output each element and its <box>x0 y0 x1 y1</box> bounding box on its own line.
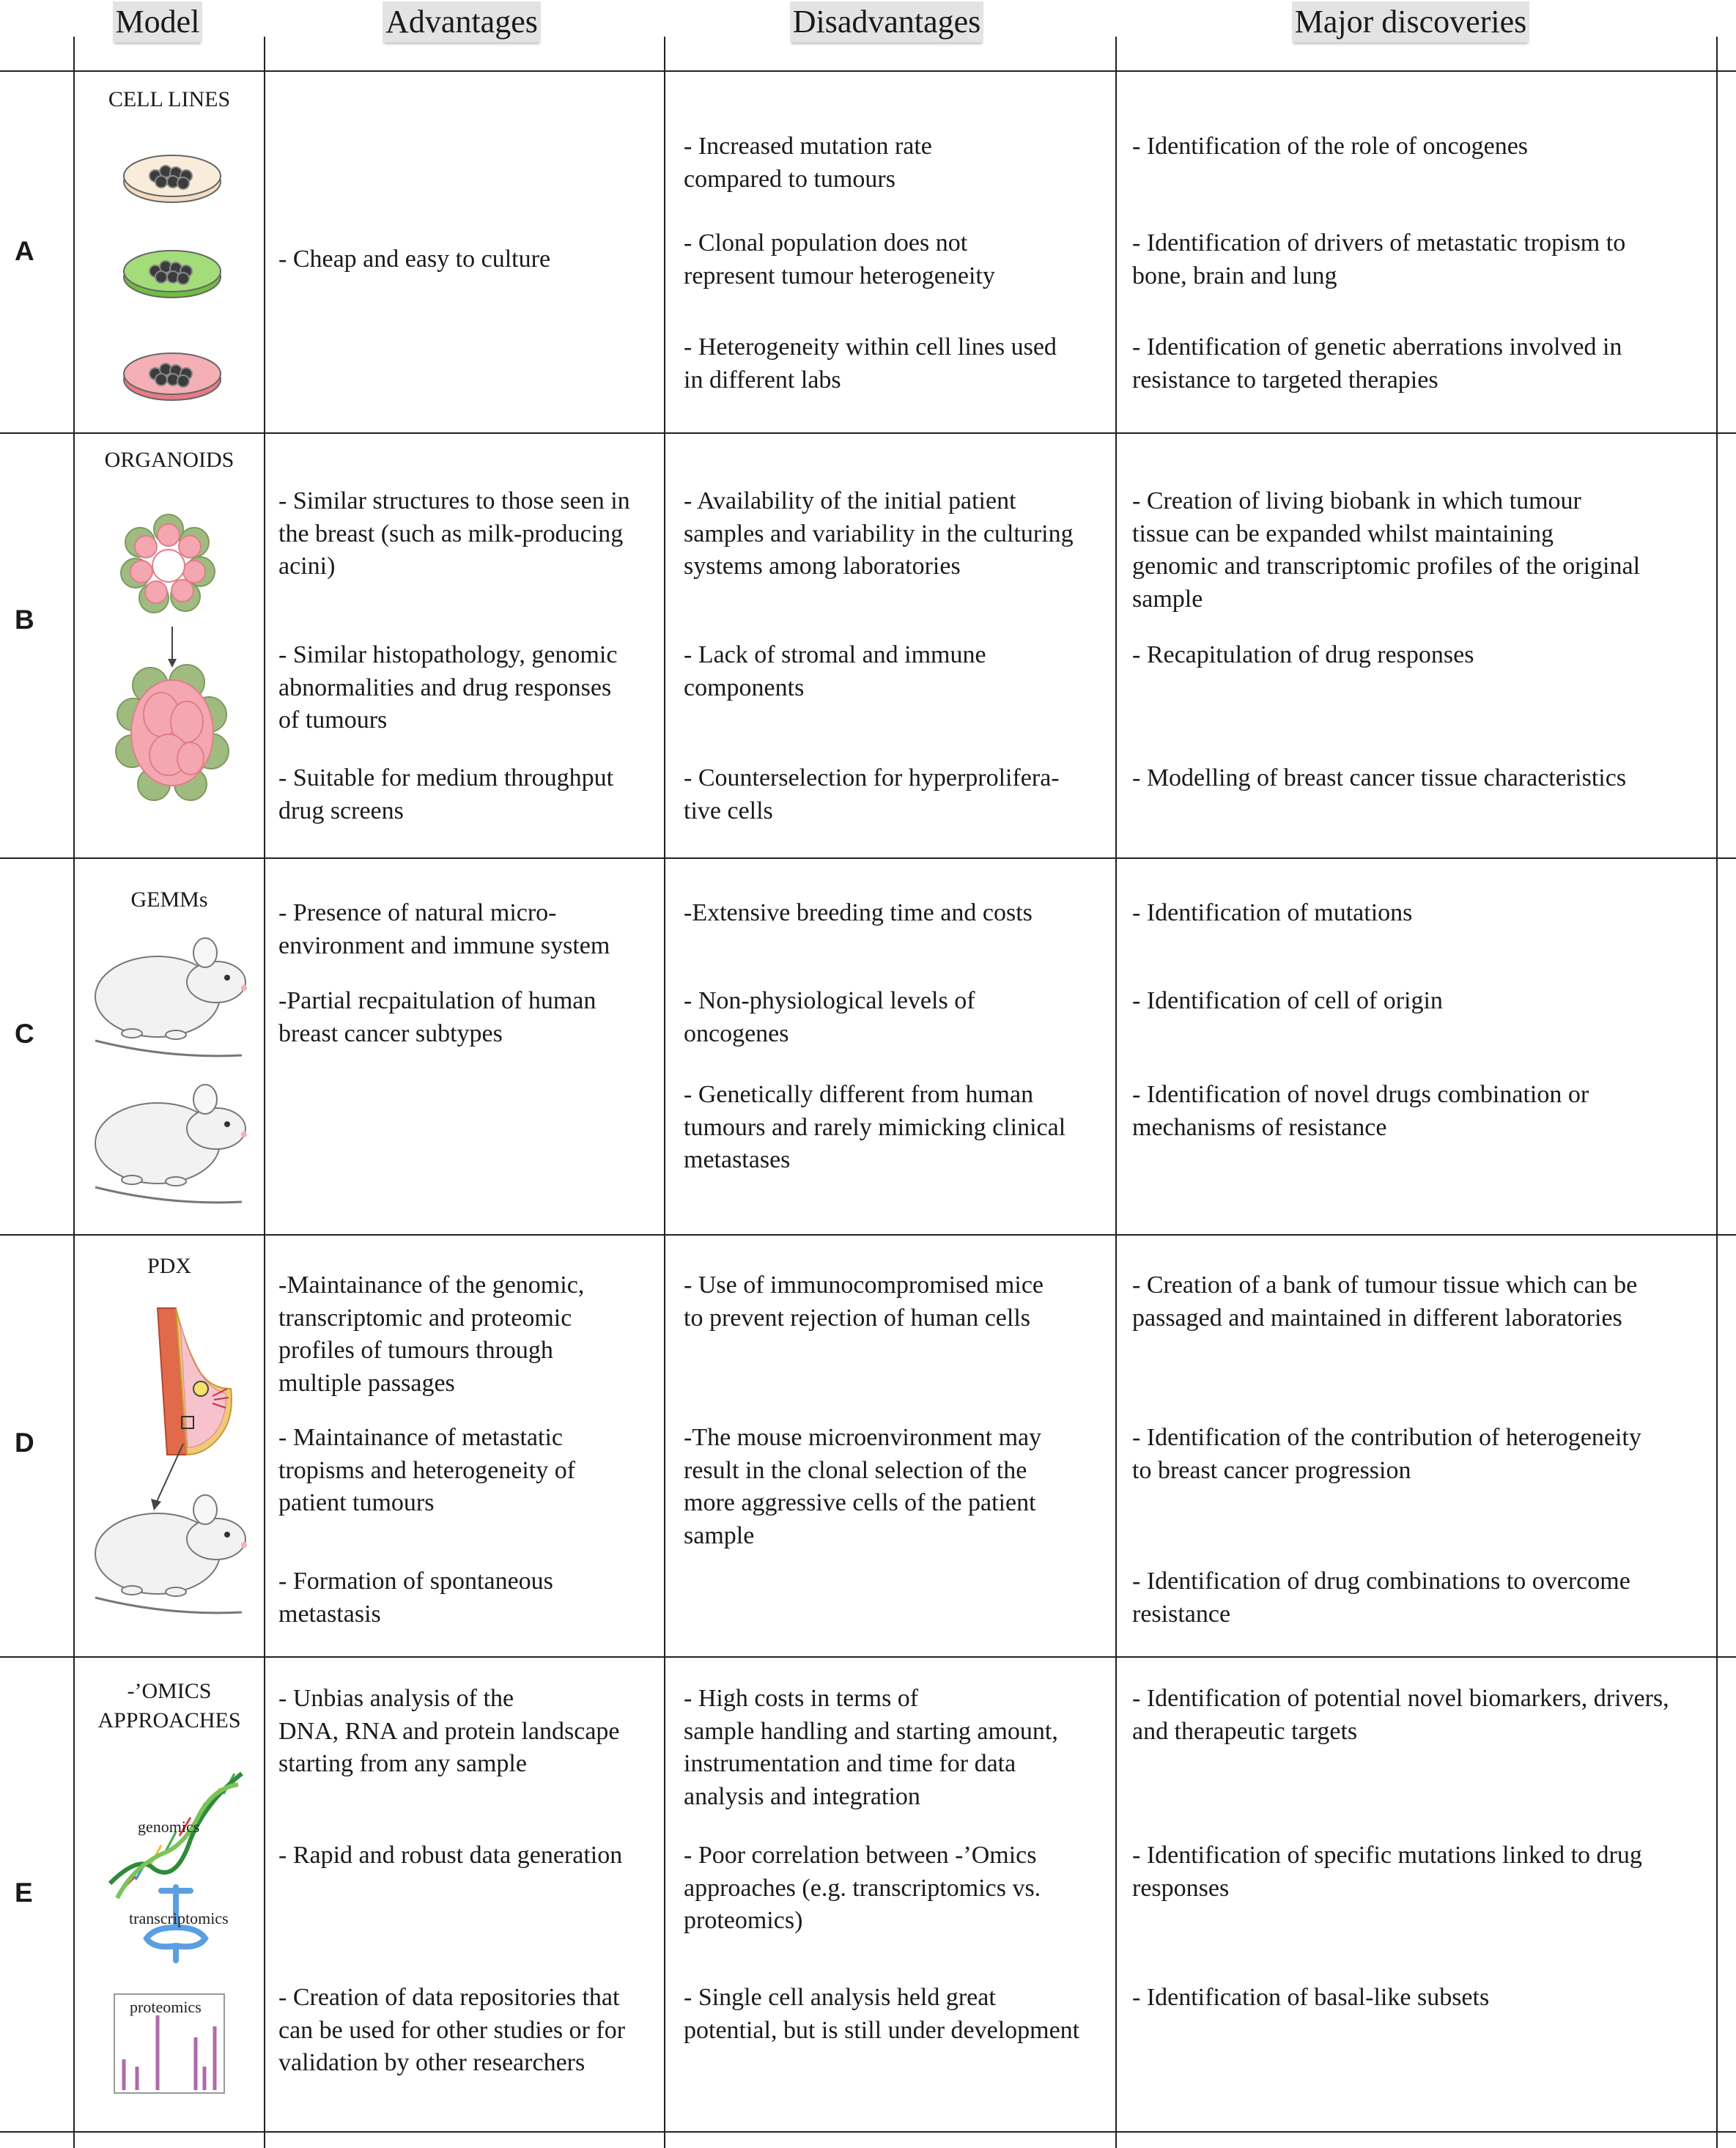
cell-e-disadvantage-2: - Poor correlation between -’Omics approaches (e.g. transcriptomics vs. proteomics) <box>684 1842 1041 1934</box>
row-letter-b: B <box>15 605 34 635</box>
divider-header <box>0 70 1736 72</box>
cell-d-advantage-3: - Formation of spontaneous metastasis <box>278 1568 553 1628</box>
cell-b-discovery-3: - Modelling of breast cancer tissue characteristics <box>1132 764 1627 791</box>
petri-dish-icon <box>117 242 227 300</box>
petri-dish-icon <box>117 147 227 205</box>
cell-e-advantage-3: - Creation of data repositories that can be used for other studies or for validation by other researchers <box>278 1984 626 2076</box>
column-divider-1 <box>73 37 75 2148</box>
cell-b-discovery-1: - Creation of living biobank in which tumour tissue can be expanded whilst maintaining genomic and transcriptomic profiles of the original sample <box>1132 487 1641 613</box>
cell-b-discovery-2: - Recapitulation of drug responses <box>1132 641 1474 668</box>
divider-a-b <box>0 432 1736 434</box>
cell-a-discovery-2: - Identification of drivers of metastatic tropism to bone, brain and lung <box>1132 229 1626 289</box>
cell-c-discovery-2: - Identification of cell of origin <box>1132 987 1443 1014</box>
cell-a-disadvantage-2: - Clonal population does not represent tumour heterogeneity <box>684 229 995 289</box>
divider-bottom <box>0 2131 1736 2133</box>
row-letter-a: A <box>15 236 34 266</box>
header-model-label: Model <box>113 1 203 43</box>
row-letter-e: E <box>15 1878 33 1908</box>
model-label-pdx: PDX <box>147 1254 191 1278</box>
proteomics-chart-icon <box>114 1993 227 2096</box>
cell-e-discovery-3: - Identification of basal-like subsets <box>1132 1984 1490 2011</box>
cell-e-advantage-1: - Unbias analysis of the DNA, RNA and protein landscape starting from any sample <box>278 1685 620 1777</box>
row-letter-d: D <box>15 1428 34 1458</box>
cell-b-advantage-1: - Similar structures to those seen in the breast (such as milk-producing acini) <box>278 487 630 580</box>
organoid-tumour-icon <box>117 663 227 802</box>
trna-icon <box>125 1883 242 1964</box>
transcriptomics-label: transcriptomics <box>129 1909 229 1927</box>
model-label-gemms: GEMMs <box>130 887 208 912</box>
column-divider-2 <box>264 37 265 2148</box>
cell-c-disadvantage-2: - Non-physiological levels of oncogenes <box>684 987 975 1047</box>
cell-a-discovery-1: - Identification of the role of oncogenes <box>1132 133 1529 160</box>
cell-c-disadvantage-1: -Extensive breeding time and costs <box>684 899 1033 926</box>
model-label-omics: -’OMICS APPROACHES <box>97 1679 241 1732</box>
cell-e-discovery-1: - Identification of potential novel biomarkers, drivers, and therapeutic targets <box>1132 1685 1669 1745</box>
cell-d-discovery-1: - Creation of a bank of tumour tissue which can be passaged and maintained in different laboratories <box>1132 1272 1638 1332</box>
cell-e-discovery-2: - Identification of specific mutations linked to drug responses <box>1132 1842 1642 1902</box>
mouse-icon <box>88 1077 256 1217</box>
cell-e-disadvantage-3: - Single cell analysis held great potential, but is still under development <box>684 1984 1080 2044</box>
divider-c-d <box>0 1234 1736 1236</box>
model-label-cell-lines: CELL LINES <box>108 87 231 111</box>
header-disadvantages-label: Disadvantages <box>790 1 984 43</box>
header-major <box>1260 0 1561 43</box>
cell-a-disadvantage-1: - Increased mutation rate compared to tumours <box>684 133 932 193</box>
cell-c-disadvantage-3: - Genetically different from human tumours and rarely mimicking clinical metastases <box>684 1081 1066 1173</box>
header-disadvantages <box>769 0 1004 43</box>
organoid-acinus-icon <box>121 513 216 616</box>
cell-c-advantage-1: - Presence of natural micro- environment and immune system <box>278 899 610 959</box>
cell-d-disadvantage-1: - Use of immunocompromised mice to prevent rejection of human cells <box>684 1272 1044 1332</box>
cell-d-discovery-2: - Identification of the contribution of heterogeneity to breast cancer progression <box>1132 1424 1641 1484</box>
column-divider-3 <box>664 37 665 2148</box>
cell-e-advantage-2: - Rapid and robust data generation <box>278 1842 623 1869</box>
row-letter-c: C <box>15 1019 34 1049</box>
cell-d-advantage-2: - Maintainance of metastatic tropisms and heterogeneity of patient tumours <box>278 1424 576 1516</box>
petri-dish-icon <box>117 344 227 403</box>
genomics-label: genomics <box>138 1817 200 1836</box>
cell-b-disadvantage-1: - Availability of the initial patient samples and variability in the culturing systems among laboratories <box>684 487 1074 580</box>
header-advantages-label: Advantages <box>383 1 541 43</box>
cell-e-disadvantage-1: - High costs in terms of sample handling and starting amount, instrumentation and time for data analysis and integration <box>684 1685 1058 1810</box>
cell-c-advantage-2: -Partial recpaitulation of human breast cancer subtypes <box>278 987 596 1047</box>
divider-d-e <box>0 1656 1736 1658</box>
cell-d-advantage-1: -Maintainance of the genomic, transcriptomic and proteomic profiles of tumours through multiple passages <box>278 1272 585 1397</box>
cell-a-advantage-1: - Cheap and easy to culture <box>278 246 551 273</box>
mouse-icon <box>88 1488 256 1627</box>
header-advantages <box>344 0 579 43</box>
cell-a-disadvantage-3: - Heterogeneity within cell lines used in different labs <box>684 333 1057 394</box>
mouse-icon <box>88 931 256 1070</box>
cell-b-advantage-2: - Similar histopathology, genomic abnormalities and drug responses of tumours <box>278 641 618 734</box>
proteomics-label: proteomics <box>130 1998 202 2016</box>
cell-c-discovery-1: - Identification of mutations <box>1132 899 1413 926</box>
cell-a-discovery-3: - Identification of genetic aberrations involved in resistance to targeted therapies <box>1132 333 1622 394</box>
header-major-label: Major discoveries <box>1292 1 1529 43</box>
breast-tissue-icon <box>154 1308 242 1455</box>
model-label-organoids: ORGANOIDS <box>104 448 234 472</box>
cell-b-disadvantage-3: - Counterselection for hyperprolifera- tive cells <box>684 764 1060 824</box>
header-model <box>73 0 242 43</box>
cell-d-disadvantage-2: -The mouse microenvironment may result in the clonal selection of the more aggressive cells of the patient sample <box>684 1424 1042 1549</box>
cell-b-disadvantage-2: - Lack of stromal and immune components <box>684 641 986 701</box>
cell-b-advantage-3: - Suitable for medium throughput drug screens <box>278 764 614 824</box>
divider-b-c <box>0 857 1736 859</box>
cell-d-discovery-3: - Identification of drug combinations to overcome resistance <box>1132 1568 1630 1628</box>
cell-c-discovery-3: - Identification of novel drugs combination or mechanisms of resistance <box>1132 1081 1589 1141</box>
